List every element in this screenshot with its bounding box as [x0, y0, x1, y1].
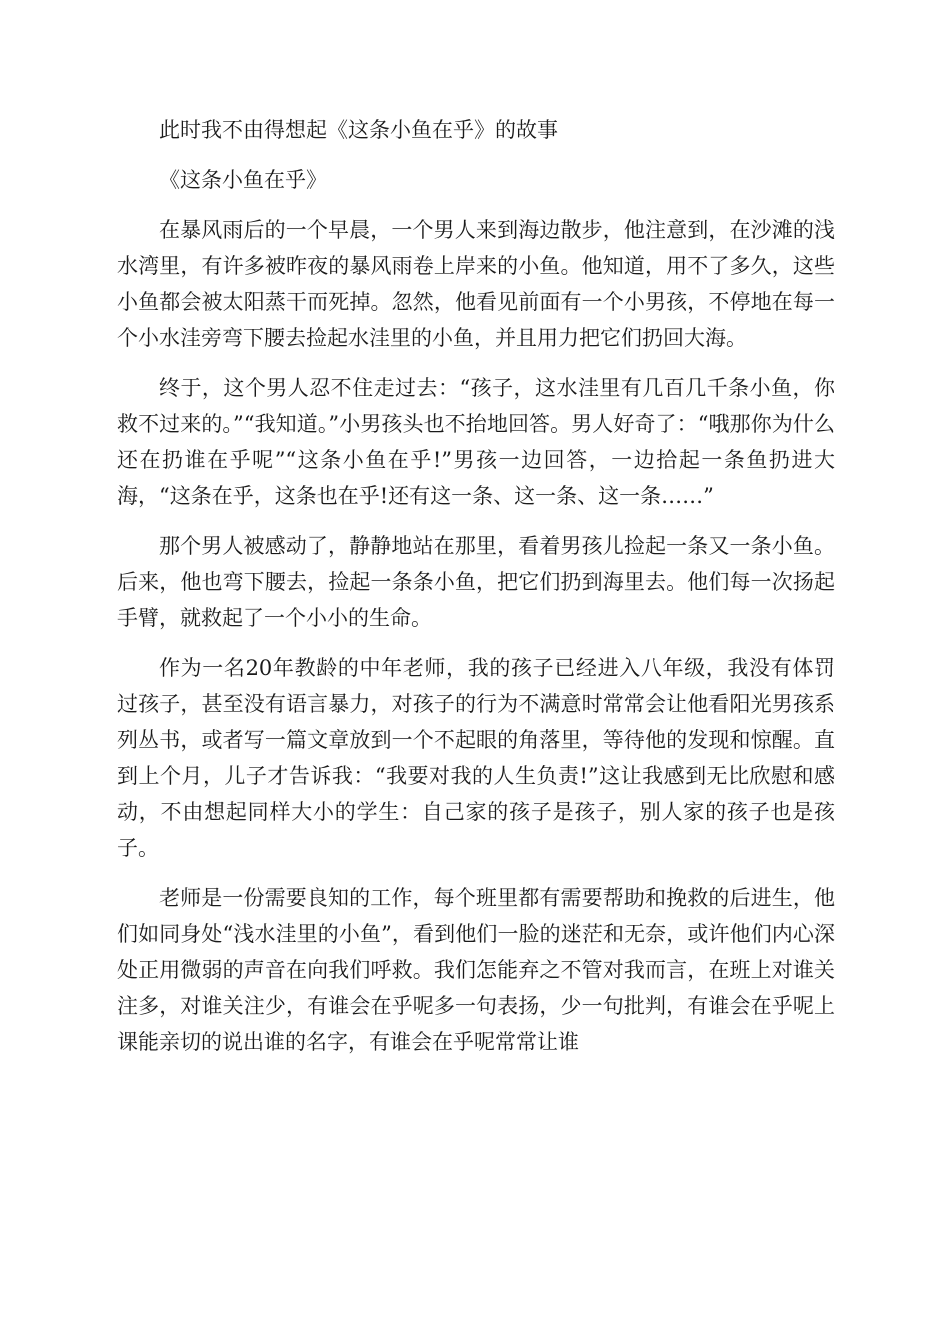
reflection-paragraph-1: 作为一名20年教龄的中年老师，我的孩子已经进入八年级，我没有体罚过孩子，甚至没有语言暴力，对孩子的行为不满意时常常会让他看阳光男孩系列丛书，或者写一篇文章放到一个不起眼的角落里，等待他的发现和惊醒。直到上个月，儿子才告诉我：“我要对我的人生负责!”这让我感到无比欣慰和感动，不由想起同样大小的学生：自己家的孩子是孩子，别人家的孩子也是孩子。	[117, 656, 835, 860]
story-paragraph-2: 终于，这个男人忍不住走过去：“孩子，这水洼里有几百几千条小鱼，你救不过来的。”“我知道。”小男孩头也不抬地回答。男人好奇了：“哦那你为什么还在扔谁在乎呢”“这条小鱼在乎!”男孩一边回答，一边拾起一条鱼扔进大海，“这条在乎，这条也在乎!还有这一条、这一条、这一条……”	[117, 376, 835, 508]
document-body	[117, 112, 835, 1074]
story-paragraph-1: 在暴风雨后的一个早晨，一个男人来到海边散步，他注意到，在沙滩的浅水湾里，有许多被昨夜的暴风雨卷上岸来的小鱼。他知道，用不了多久，这些小鱼都会被太阳蒸干而死掉。忽然，他看见前面有一个小男孩，不停地在每一个小水洼旁弯下腰去捡起水洼里的小鱼，并且用力把它们扔回大海。	[117, 218, 835, 350]
intro-paragraph: 此时我不由得想起《这条小鱼在乎》的故事	[159, 118, 558, 142]
story-title: 《这条小鱼在乎》	[159, 168, 327, 192]
story-paragraph-3: 那个男人被感动了，静静地站在那里，看着男孩儿捡起一条又一条小鱼。后来，他也弯下腰去，捡起一条条小鱼，把它们扔到海里去。他们每一次扬起手臂，就救起了一个小小的生命。	[117, 534, 835, 630]
reflection-paragraph-2: 老师是一份需要良知的工作，每个班里都有需要帮助和挽救的后进生，他们如同身处“浅水洼里的小鱼”，看到他们一脸的迷茫和无奈，或许他们内心深处正用微弱的声音在向我们呼救。我们怎能弃之不管对我而言，在班上对谁关注多，对谁关注少，有谁会在乎呢多一句表扬，少一句批判，有谁会在乎呢上课能亲切的说出谁的名字，有谁会在乎呢常常让谁	[117, 886, 835, 1054]
